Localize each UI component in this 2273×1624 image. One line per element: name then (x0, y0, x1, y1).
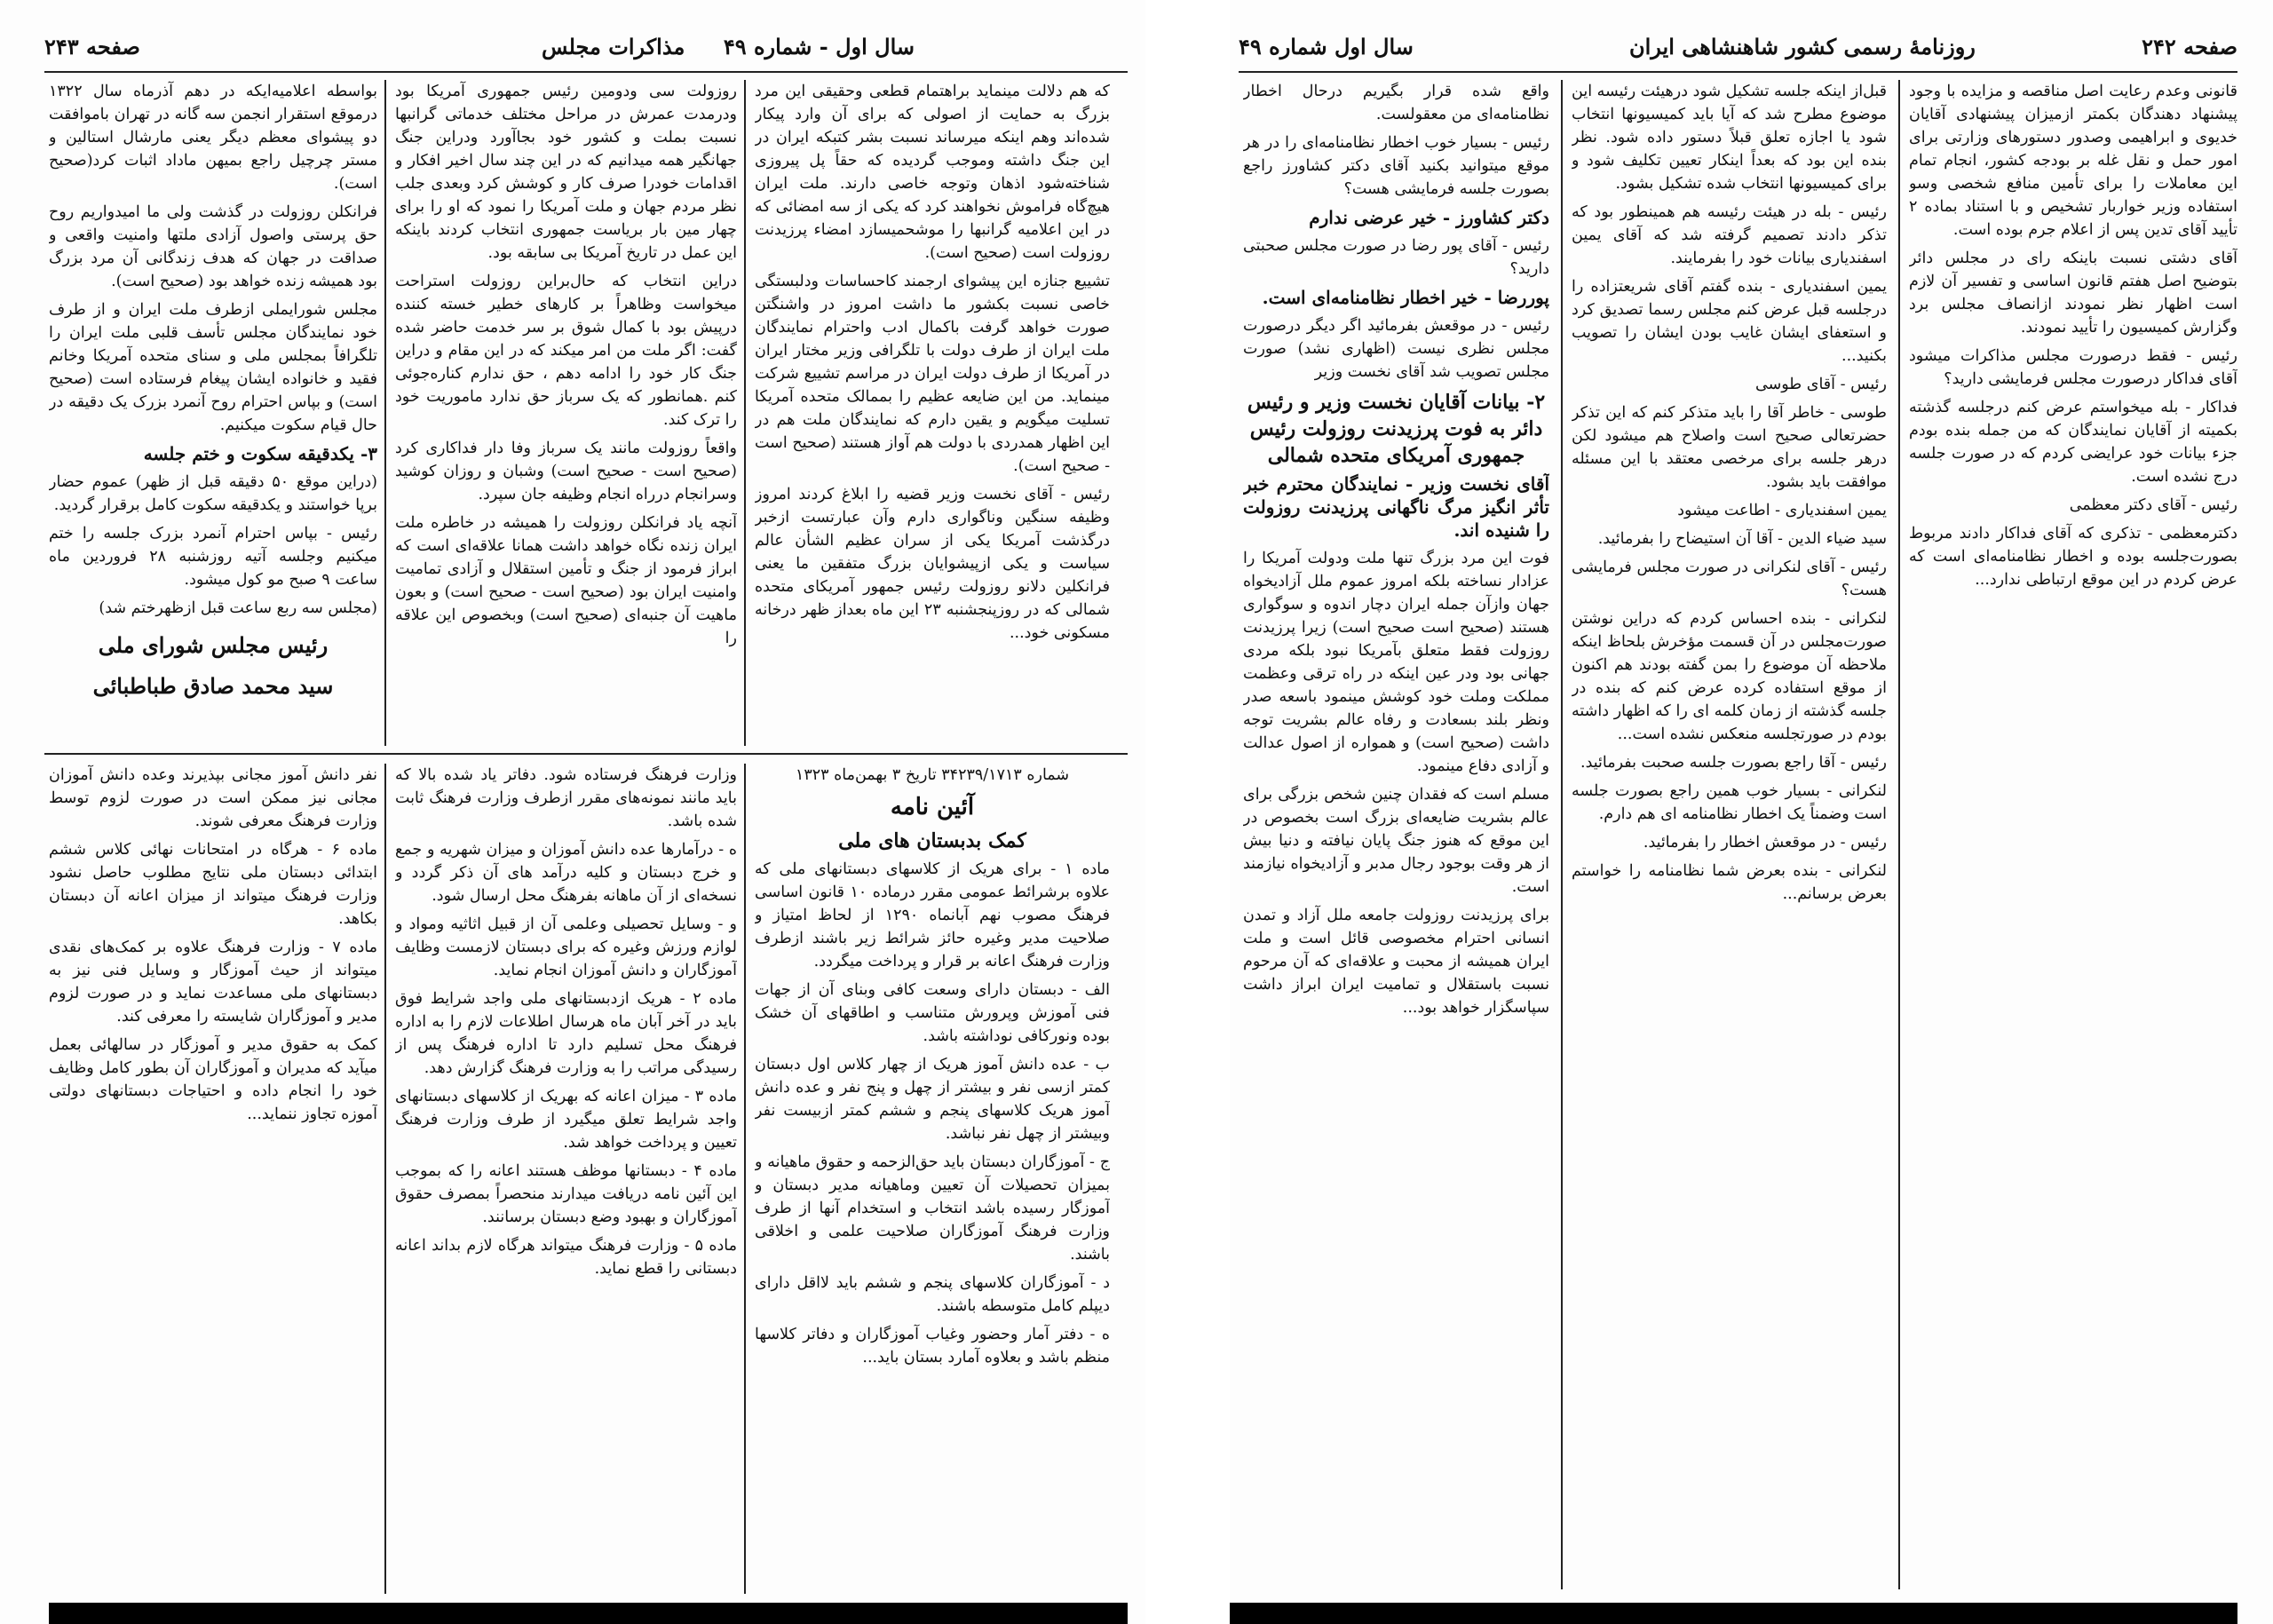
right-page-number: صفحه ۲۴۲ (2142, 34, 2237, 59)
paragraph: رئیس - بله در هیئت رئیسه هم همینطور بود که تذکر دادند تصمیم گرفته شد که آقای یمین اسفندیاری بیانات خود را بفرمایند. (1572, 203, 1887, 267)
paragraph: رئیس - بپاس احترام آنمرد بزرک جلسه را ختم میکنیم وجلسه آتیه روزشنبه ۲۸ فروردین ماه ساعت ۹ صبح مو کول میشود. (49, 525, 377, 589)
paragraph: که هم دلالت مینماید براهتمام قطعی وحقیقی این مرد بزرگ به حمایت از اصولی که برای آن وارد پیکار شده‌اند وهم اینکه میرساند نسبت بشر کتبکه ایران در این جنگ داشته وموجب گردیده که حقاً پل پیروزی شناخته‌شود اذهان وتوجه خاصی دارند. ملت ایران هیچ‌گاه فراموش نخواهند کرد که یکی از سه امضائی که در این اعلامیه گرانبها را موشحمیسازد امضاء پرزیدنت روزولت است (صحیح است). (755, 83, 1110, 262)
paragraph: مجلس شورایملی ازطرف ملت ایران و از طرف خود نمایندگان مجلس تأسف قلبی ملت ایران را تلگرافاً بمجلس ملی و سنای متحده آمریکا وخانم فقید و خانواده ایشان پیغام فرستاده است (صحیح است) و بپاس احترام روح آنمرد بزرک یک دقیقه در حال قیام سکوت میکنیم. (49, 301, 377, 434)
paragraph: رئیس - آقای پور رضا در صورت مجلس صحبتی دارید؟ (1243, 237, 1549, 278)
header-rule (1239, 71, 2237, 73)
left-page-section: مذاکرات مجلس (542, 34, 685, 59)
paragraph: ب - عده دانش آموز هریک از چهار کلاس اول دبستان کمتر ازسی نفر و بیشتر از چهل و پنج نفر و عده دانش آموز هریک کلاسهای پنجم و ششم کمتر ازبیست نفر وبیشتر از چهل نفر نباشد. (755, 1056, 1110, 1143)
header-rule (44, 71, 1128, 73)
paragraph: (دراین موقع ۵۰ دقیقه قبل از ظهر) عموم حضار برپا خواستند و یکدقیقه سکوت کامل برقرار گردید. (49, 473, 377, 514)
left-page-header (44, 25, 1128, 69)
paragraph: واقع شده قرار بگیریم درحال اخطار نظامنامه‌ای من معقولست. (1243, 83, 1549, 123)
paragraph: ماده ۷ - وزارت فرهنگ علاوه بر کمک‌های نقدی میتواند از حیث آموزگار و وسایل فنی نیز به دبستانهای ملی مساعدت نماید و در صورت لزوم مدیر و آموزگاران شایسته را معرفی کند. (49, 939, 377, 1026)
paragraph: رئیس - فقط درصورت مجلس مذاکرات میشود آقای فداکار درصورت مجلس فرمایشی دارید؟ (1909, 347, 2237, 388)
paragraph: یمین اسفندیاری - بنده گفتم آقای شریعتزاده را درجلسه قبل عرض کنم مجلس رسما تصدیق کرد و استعفای ایشان غایب بودن ایشان را تصویب بکنید... (1572, 278, 1887, 365)
paragraph: فرانکلن روزولت در گذشت ولی ما امیدواریم روح حق پرستی واصول آزادی ملتها وامنیت واقعی و صداقت در جهان که هدف زندگانی آن مرد بزرگ بود همیشه زنده خواهد بود (صحیح است). (49, 203, 377, 290)
paragraph: ه - درآمارها عده دانش آموزان و میزان شهریه و جمع و خرج دبستان و کلیه درآمد های آن ذکر گردد و نسخه‌ای از آن ماهانه بفرهنگ محل ارسال شود. (395, 841, 737, 905)
speaker-line: دکتر کشاورز - خیر عرضی ندارم (1309, 207, 1549, 228)
section-heading: ۲- بیانات آقایان نخست وزیر و رئیس دائر به فوت پرزیدنت روزولت رئیس جمهوری آمریکای متحده شمالی (1247, 391, 1546, 467)
paragraph: دکترمعظمی - تذکری که آقای فداکار دادند مربوط بصورت‌جلسه بوده و اخطار نظامنامه‌ای است که عرض کردم در این موقع ارتباطی ندارد... (1909, 525, 2237, 589)
speaker-line: پوررضا - خیر اخطار نظامنامه‌ای است. (1262, 287, 1549, 308)
right-page-title: روزنامهٔ رسمی کشور شاهنشاهی ایران (1629, 34, 1976, 59)
paragraph: رئیس - بسیار خوب اخطار نظامنامه‌ای را در هر موقع میتوانید بکنید آقای دکتر کشاورز راجع بصورت جلسه فرمایشی هست؟ (1243, 134, 1549, 198)
left-col-bottom-middle (395, 764, 737, 1594)
paragraph: سید ضیاء الدین - آقا آن استیضاح را بفرمائید. (1597, 530, 1887, 548)
right-page (1230, 0, 2273, 1624)
decree-subtitle: کمک بدبستان های ملی (838, 829, 1026, 852)
column-divider (384, 764, 386, 1594)
decree-title: آئین نامه (890, 794, 975, 820)
paragraph: لنکرانی - بسیار خوب همین راجع بصورت جلسه است وضمناً یک اخطار نظامنامه ای هم دارم. (1572, 782, 1887, 823)
paragraph: ماده ۲ - هریک ازدبستانهای ملی واجد شرایط فوق باید در آخر آبان ماه هرسال اطلاعات لازم را به اداره فرهنگ محل تسلیم دارد تا اداره فرهنگ پس از رسیدگی مراتب را به وزارت فرهنگ گزارش دهد. (395, 990, 737, 1077)
left-col-top-right (755, 80, 1110, 746)
column-divider (744, 764, 746, 1594)
paragraph: کمک به حقوق مدیر و آموزگار در سالهائی بعمل میآید که مدیران و آموزگاران آن بطور کامل وظایف خود را انجام داده و احتیاجات دبستانهای دولتی آموزه تجاوز ننماید... (49, 1036, 377, 1123)
right-page-header (1239, 25, 2237, 69)
section-rule (44, 753, 1128, 755)
paragraph: تشییع جنازه این پیشوای ارجمند کاحساسات ودلبستگی خاصی نسبت بکشور ما داشت امروز در واشنگتن صورت خواهد گرفت باکمال ادب واحترام نمایندگان ملت ایران از طرف دولت با تلگرافی وزیر مختار ایران در آمریکا از طرف دولت ایران در مراسم تشییع شرکت مینماید. من این ضایعه عظیم را بممالک متحده آمریکا تسلیت میگویم و یقین دارم که نمایندگان ملت هم در این اظهار همدردی با دولت هم آواز هستند (صحیح است - صحیح است). (755, 273, 1110, 475)
paragraph: فوت این مرد بزرگ تنها ملت ودولت آمریکا را عزادار نساخته بلکه امروز عموم ملل آزادیخواه جهان وازآن جمله ایران دچار اندوه و سوگواری هستند (صحیح است صحیح است) زیرا پرزیدنت روزولت فقط متعلق بآمریکا نبود بلکه مردی جهانی بود ودر عین اینکه در راه ترقی وعظمت مملکت وملت خود کوشش مینمود باسعه صدر ونظر بلند بسعادت و رفاه عالم بشریت توجه داشت (صحیح است) و همواره از اصول عدالت و آزادی دفاع مینمود. (1243, 550, 1549, 775)
left-page-number: صفحه ۲۴۳ (44, 34, 140, 59)
paragraph: ماده ۳ - میزان اعانه که بهریک از کلاسهای دبستانهای واجد شرایط تعلق میگیرد از طرف وزارت فرهنگ تعیین و پرداخت خواهد شد. (395, 1088, 737, 1152)
section-heading: ۳- یکدقیقه سکوت و ختم جلسه (143, 443, 377, 464)
paragraph: طوسی - خاطر آقا را باید متذکر کنم که این تذکر حضرتعالی صحیح است واصلاح هم میشود لکن درهر جلسه برای مرخصی معتقد با این مسئله موافقت باید بشود. (1572, 404, 1887, 491)
paragraph: بواسطه اعلامیه‌ایکه در دهم آذرماه سال ۱۳۲۲ درموقع استقرار انجمن سه گانه در تهران باموافقت دو پیشوای معظم دیگر یعنی مارشال استالین و مستر چرچیل راجع بمیهن ماداد اثبات کرد(صحیح است). (49, 83, 377, 193)
paragraph: ماده ۱ - برای هریک از کلاسهای دبستانهای ملی که علاوه برشرائط عمومی مقرر درماده ۱۰ قانون اساسی فرهنگ مصوب نهم آبانماه ۱۲۹۰ از لحاظ امتیاز و صلاحیت مدیر وغیره حائز شرائط زیر باشند ازطرف وزارت فرهنگ اعانه بر قرار و پرداخت میگردد. (755, 860, 1110, 970)
paragraph: رئیس - آقای طوسی (1755, 376, 1887, 393)
scan-edge-band (1230, 1603, 2237, 1624)
speaker-line: آقای نخست وزیر - نمایندگان محترم خبر تأثر انگیز مرگ ناگهانی پرزیدنت روزولت را شنیده اند. (1243, 473, 1549, 541)
column-divider (1898, 80, 1900, 1589)
right-page-issue: سال اول شماره ۴۹ (1239, 34, 1414, 59)
paragraph: مسلم است که فقدان چنین شخص بزرگی برای عالم بشریت ضایعه‌ای بزرگ است بخصوص در این موقع که هنوز جنگ پایان نیافته و دنیا بیش از هر وقت بوجود رجال مدبر و آزادیخواه نیازمند است. (1243, 786, 1549, 896)
left-page-issue: سال اول - شماره ۴۹ (723, 34, 915, 59)
paragraph: (مجلس سه ربع ساعت قبل ازظهرختم شد) (99, 599, 377, 617)
paragraph: واقعاً روزولت مانند یک سرباز وفا دار فداکاری کرد (صحیح است - صحیح است) وشبان و روزان کوشید وسرانجام درراه انجام وظیفه جان سپرد. (395, 440, 737, 503)
paragraph: رئیس - در موقعش اخطار را بفرمائید. (1643, 834, 1887, 852)
paragraph: قبل‌از اینکه جلسه تشکیل شود درهیئت رئیسه این موضوع مطرح شد که آیا باید کمیسیونها انتخاب شود یا اجازه تعلق قبلاً دستور داده شود. نظر بنده این بود که بعداً اینکار تعیین تکلیف شود و برای کمیسیونها انتخاب شده تشکیل بشود. (1572, 83, 1887, 193)
paragraph: وزارت فرهنگ فرستاده شود. دفاتر یاد شده بالا که باید مانند نمونه‌های مقرر ازطرف وزارت فرهنگ ثابت شده باشد. (395, 766, 737, 830)
paragraph: رئیس - آقای نخست وزیر قضیه را ابلاغ کردند امروز وظیفه سنگین وناگواری دارم وآن عبارتست ازخبر درگذشت آمریکا یکی از سران عظیم الشأن عالم سیاست و یکی ازپیشوایان بزرگ متفقین ما یعنی فرانکلین دلانو روزولت رئیس جمهور آمریکای متحده شمالی که در روزپنجشنبه ۲۳ این ماه بعداز ظهر درخانه مسکونی خود... (755, 486, 1110, 642)
paragraph: فداکار - بله میخواستم عرض کنم درجلسه گذشته بکمیته از آقایان نمایندگان که من جمله بنده بودم جزء بیانات خود عرایضی کردم که در صورت جلسه درج نشده است. (1909, 399, 2237, 486)
right-col-left (1243, 80, 1549, 1589)
left-col-top-middle (395, 80, 737, 746)
paragraph: ماده ۴ - دبستانها موظف هستند اعانه را که بموجب این آئین نامه دریافت میدارند منحصراً بمصرف حقوق آموزگاران و بهبود وضع دبستان برسانند. (395, 1162, 737, 1226)
paragraph: رئیس - آقای دکتر معظمی (2069, 496, 2237, 514)
paragraph: یمین اسفندیاری - اطاعت میشود (1677, 502, 1887, 519)
paragraph: ماده ۵ - وزارت فرهنگ میتواند هرگاه لازم بداند اعانه دبستانی را قطع نماید. (395, 1237, 737, 1278)
column-divider (744, 80, 746, 746)
paragraph: الف - دبستان دارای وسعت کافی وبنای آن از جهات فنی آموزش وپرورش متناسب و اطاقهای آن خشک بوده ونورکافی نوداشته باشد. (755, 981, 1110, 1045)
right-col-right (1909, 80, 2237, 1589)
scan-edge-band (49, 1603, 1128, 1624)
decree-reference: شماره ۳۴۲۳۹/۱۷۱۳ تاریخ ۳ بهمن‌ماه ۱۳۲۳ (795, 766, 1070, 784)
paragraph: رئیس - در موقعش بفرمائید اگر دیگر درصورت مجلس نظری نیست (اظهاری نشد) صورت مجلس تصویب شد آقای نخست وزیر (1243, 317, 1549, 381)
paragraph: د - آموزگاران کلاسهای پنجم و ششم باید لااقل دارای دیپلم کامل متوسطه باشند. (755, 1274, 1110, 1315)
paragraph: نفر دانش آموز مجانی بپذیرند وعده دانش آموزان مجانی نیز ممکن است در صورت لزوم توسط وزارت فرهنگ معرفی شوند. (49, 766, 377, 830)
paragraph: ه - دفتر آمار وحضور وغیاب آموزگاران و دفاتر کلاسها منظم باشد و بعلاوه آمارد بستان باید... (755, 1326, 1110, 1367)
left-col-top-left (49, 80, 377, 746)
paragraph: لنکرانی - بنده احساس کردم که دراین نوشتن صورت‌مجلس در آن قسمت مؤخرش بلحاظ اینکه ملاحظه آن موضوع را بمن گفته بودند هم اکنون از موقع استفاده کرده عرض کنم که بنده در جلسه گذشته از زمان کلمه ای را که اظهار داشته بودم در صورتجلسه منعکس نشده است... (1572, 610, 1887, 743)
paragraph: برای پرزیدنت روزولت جامعه ملل آزاد و تمدن انسانی احترام مخصوصی قائل است و ملت ایران همیشه از محبت و علاقه‌ای که آن مرحوم نسبت باستقلال و تمامیت ایران ابراز داشت سپاسگزار خواهد بود... (1243, 907, 1549, 1017)
left-col-bottom-left (49, 764, 377, 1594)
paragraph: لنکرانی - بنده بعرض شما نظامنامه را خواستم بعرض برسانم... (1572, 862, 1887, 903)
paragraph: و - وسایل تحصیلی وعلمی آن از قبیل اثاثیه ومواد و لوازم ورزش وغیره که برای دبستان لازمست وظایف آموزگاران و دانش آموزان انجام نماید. (395, 915, 737, 979)
paragraph: آنچه یاد فرانکلن روزولت را همیشه در خاطره ملت ایران زنده نگاه خواهد داشت همانا علاقه‌ای است که ابراز فرمود از جنگ و تأمین استقلال و آزادی تمامیت وامنیت ایران بود (صحیح است - صحیح است) و بعون ماهیت آن جنبه‌ای (صحیح است) وبخصوص این علاقه را (395, 514, 737, 647)
column-divider (1561, 80, 1563, 1589)
paragraph: ج - آموزگاران دبستان باید حق‌الزحمه و حقوق ماهیانه و بمیزان تحصیلات آن تعیین وماهیانه مدیر دبستان و آموزگار رسیده باشد انتخاب و استخدام آنها از طرف وزارت فرهنگ آموزگاران صلاحیت علمی و اخلاقی باشند. (755, 1153, 1110, 1264)
left-col-bottom-right (755, 764, 1110, 1594)
signature-name: سید محمد صادق طباطبائی (92, 673, 334, 699)
paragraph: دراین انتخاب که حال‌براین روزولت استراحت میخواست وظاهراً بر کارهای خطیر خسته کننده درپیش بود با کمال شوق بر سر خدمت حاضر شده گفت: اگر ملت من امر میکند که در این مقام و دراین جنگ کار خود را ادامه دهم ، حق ندارم کناره‌جوئی کنم .همانطور که یک سرباز حق ندارد ماموریت خود را ترک کند. (395, 273, 737, 429)
right-col-middle (1572, 80, 1887, 1589)
paragraph: قانونی وعدم رعایت اصل مناقصه و مزایده با وجود پیشنهاد دهندگان بکمتر ازمیزان پیشنهادی آقایان خدیوی و ابراهیمی وصدور دستورهای وزارتی برای امور حمل و نقل غله بر بودجه کشور، انجام تمام این معاملات را برای تأمین منافع شخصی وسو استفاده وزیر خواربار تشخیص و با استناد بماده ۲ تأیید آقای تدین پس از اعلام جرم بوده است. (1909, 83, 2237, 239)
signature-title: رئیس مجلس شورای ملی (98, 632, 329, 658)
column-divider (384, 80, 386, 746)
paragraph: روزولت سی ودومین رئیس جمهوری آمریکا بود ودرمدت عمرش در مراحل مختلف خدماتی گرانبها نسبت بملت و کشور خود بجاآورد ودراین جنگ جهانگیر همه میدانیم که در این چند سال اخیر افکار و اقدامات خودرا صرف کار و کوشش کرد وبعدی جلب نظر مردم جهان و ملت آمریکا را نمود که او را برای چهار مین بار بریاست جمهوری انتخاب کردند باینکه این عمل در تاریخ آمریکا بی سابقه بود. (395, 83, 737, 262)
page-gutter (1145, 0, 1230, 1624)
paragraph: رئیس - آقای لنکرانی در صورت مجلس فرمایشی هست؟ (1572, 558, 1887, 599)
paragraph: رئیس - آقا راجع بصورت جلسه صحبت بفرمائید. (1580, 754, 1887, 772)
paragraph: آقای دشتی نسبت باینکه رای در مجلس دائر بتوضیح اصل هفتم قانون اساسی و تفسیر آن لازم است اظهار نظر نمودند ازانصاف مجلس برد وگزارش کمیسیون را تأیید نمودند. (1909, 250, 2237, 337)
paragraph: ماده ۶ - هرگاه در امتحانات نهائی کلاس ششم ابتدائی دبستان ملی نتایج مطلوب حاصل نشود وزارت فرهنگ میتواند از میزان اعانه آن دبستان بکاهد. (49, 841, 377, 928)
